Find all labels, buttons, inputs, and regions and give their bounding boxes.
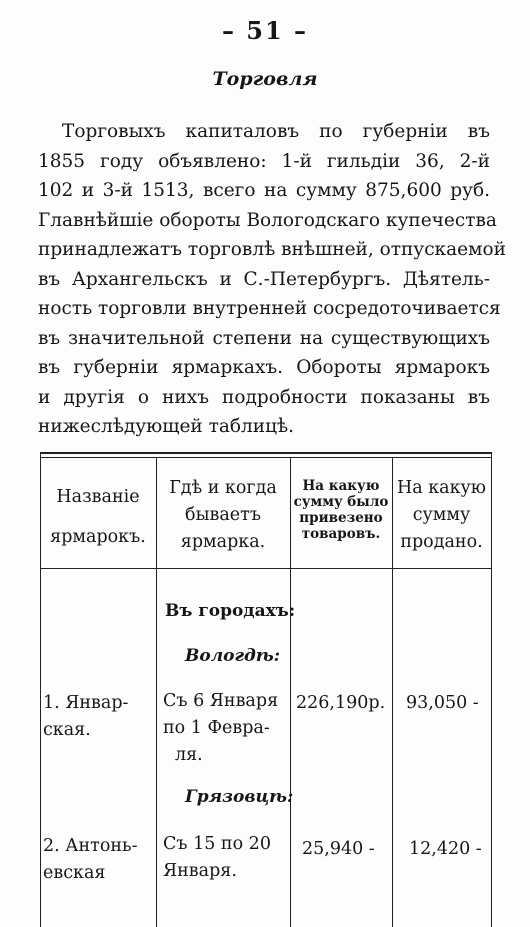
paragraph-line: Торговыхъ капиталовъ по губерніи въ (62, 121, 490, 142)
table-row-sold: 12,420 - (409, 839, 482, 859)
table-row-when: Съ 6 Января по 1 Февра- ля. (163, 691, 279, 765)
paragraph-line: и другія о нихъ подробности показаны въ (38, 386, 490, 408)
table-row-imported: 25,940 - (302, 839, 375, 859)
table-row-sold: 93,050 - (406, 693, 479, 713)
section-vologda: Вологдѣ: (185, 646, 280, 666)
table-header-rule (40, 568, 492, 569)
table-header-imported: На какую сумму было привезено товаровъ. (293, 478, 389, 542)
section-heading: Торговля (212, 68, 318, 90)
section-cities: Въ городахъ: (165, 601, 296, 621)
paragraph-line: ность торговли внутренней сосредоточивается (38, 298, 501, 319)
table-row-name: 1. Январ- ская. (43, 693, 129, 740)
table-row-name: 2. Антонь- евская (43, 836, 138, 883)
paragraph-line: 102 и 3-й 1513, всего на сумму 875,600 руб. (38, 180, 490, 201)
table-top-rule (40, 452, 492, 454)
table-top-rule-inner (40, 457, 492, 458)
paragraph-line: въ значительной степени на существующихъ (38, 327, 490, 349)
table-header-sold: На какую сумму продано. (396, 478, 487, 552)
paragraph-line: въ Архангельскъ и С.-Петербургъ. Дѣятель- (38, 268, 490, 290)
table-header-name: Названіе ярмарокъ. (50, 487, 146, 547)
paragraph-line: нижеслѣдующей таблицѣ. (38, 416, 295, 437)
paragraph-line: 1855 году объявлено: 1-й гильдіи 36, 2-й (38, 150, 490, 172)
table-row-imported: 226,190р. (296, 693, 386, 713)
paragraph-line: Главнѣйшіе обороты Вологодскаго купечества (38, 209, 497, 231)
paragraph-line: въ губерніи ярмаркахъ. Обороты ярмарокъ (38, 357, 490, 378)
section-gryazovets: Грязовцѣ: (185, 787, 294, 807)
table-row-when: Съ 15 по 20 Января. (163, 834, 271, 881)
body-paragraph (38, 117, 506, 442)
table-header-when: Гдѣ и когда бываетъ ярмарка. (169, 478, 277, 552)
paragraph-line: принадлежатъ торговлѣ внѣшней, отпускаемой (38, 239, 506, 260)
page-number: – 51 – (221, 16, 309, 45)
table-right-border (491, 452, 492, 927)
